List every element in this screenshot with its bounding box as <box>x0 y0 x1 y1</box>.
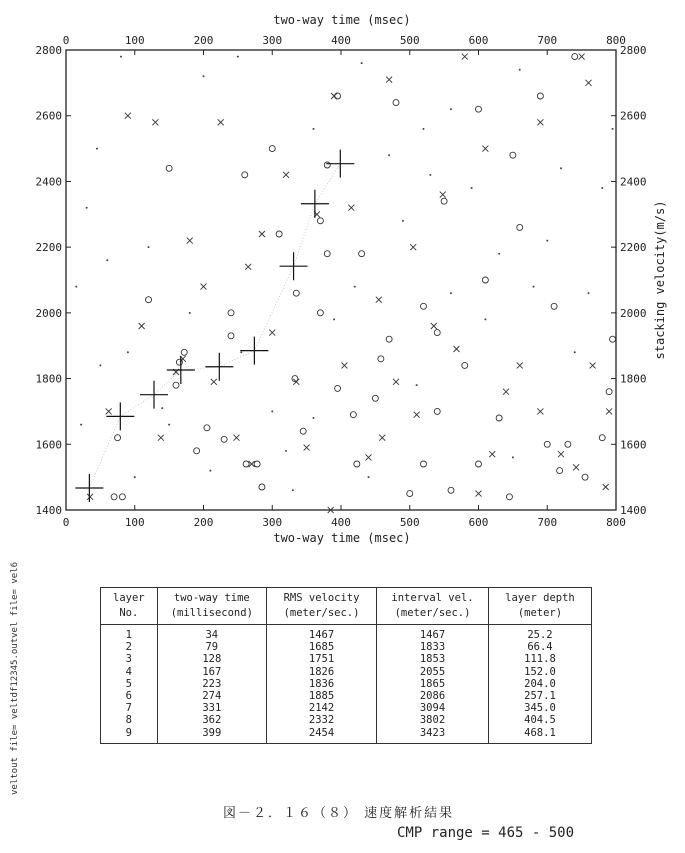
x-marker <box>139 323 145 329</box>
circle-marker <box>599 435 605 441</box>
x-marker <box>573 464 579 470</box>
x-tick-label-top: 400 <box>331 34 351 47</box>
circle-marker <box>254 461 260 467</box>
dot-marker <box>498 253 500 255</box>
x-marker <box>106 408 112 414</box>
dot-marker <box>237 56 239 58</box>
y-tick-label-left: 1400 <box>35 504 62 517</box>
x-tick-label-top: 600 <box>468 34 489 47</box>
velocity-pick-cross <box>140 381 168 409</box>
circle-marker <box>407 491 413 497</box>
x-marker <box>218 119 224 125</box>
x-tick-label-top: 700 <box>537 34 558 47</box>
x-marker <box>366 454 372 460</box>
y-tick-label-left: 2800 <box>35 44 62 57</box>
side-file-label: veltout file= veltdf12345.outvel file= vel6 <box>10 562 20 795</box>
dot-marker <box>292 489 294 491</box>
dot-marker <box>161 407 163 409</box>
circle-marker <box>537 93 543 99</box>
table-cell: 7 <box>101 702 158 714</box>
table-cell: 1833 <box>377 641 489 653</box>
x-tick-label-top: 800 <box>606 34 626 47</box>
dot-marker <box>354 286 356 288</box>
x-tick-label-top: 0 <box>62 34 70 47</box>
plot-frame <box>66 50 616 510</box>
circle-marker <box>476 461 482 467</box>
table-cell: 2086 <box>377 690 489 702</box>
table-cell: 257.1 <box>488 690 591 702</box>
table-cell: 204.0 <box>488 678 591 690</box>
dot-marker <box>546 240 548 242</box>
dot-marker <box>519 69 521 71</box>
circle-marker <box>111 494 117 500</box>
table-cell: 5 <box>101 678 158 690</box>
table-row <box>101 641 592 653</box>
dot-marker <box>86 207 88 209</box>
x-marker <box>454 346 460 352</box>
table-cell: 223 <box>157 678 266 690</box>
x-tick-label-bottom: 100 <box>124 516 145 529</box>
x-marker <box>158 435 164 441</box>
table-cell: 1 <box>101 625 158 642</box>
x-tick-label-bottom: 300 <box>262 516 283 529</box>
dot-marker <box>560 167 562 169</box>
dot-marker <box>96 148 98 150</box>
x-marker <box>393 379 399 385</box>
table-cell: 25.2 <box>488 625 591 642</box>
x-marker <box>87 494 93 500</box>
table-cell: 2 <box>101 641 158 653</box>
circle-marker <box>434 408 440 414</box>
circle-marker <box>448 487 454 493</box>
circle-marker <box>565 441 571 447</box>
y-tick-label-right: 1600 <box>620 438 647 452</box>
table-cell: 2332 <box>266 714 376 726</box>
velocity-pick-cross <box>326 150 354 178</box>
x-marker <box>579 54 585 60</box>
circle-marker <box>434 330 440 336</box>
x-marker <box>304 445 310 451</box>
table-cell: 1885 <box>266 690 376 702</box>
table-cell: 1836 <box>266 678 376 690</box>
x-marker <box>517 362 523 368</box>
x-tick-label-bottom: 200 <box>193 516 214 529</box>
table-row <box>101 653 592 665</box>
circle-marker <box>510 152 516 158</box>
circle-marker <box>572 54 578 60</box>
circle-marker <box>335 93 341 99</box>
circle-marker <box>378 356 384 362</box>
x-marker <box>331 93 337 99</box>
dot-marker <box>512 456 514 458</box>
dot-marker <box>127 351 129 353</box>
y-tick-label-left: 2600 <box>35 109 62 123</box>
header-line-2: (meter/sec.) <box>394 607 471 619</box>
circle-marker <box>228 333 234 339</box>
x-marker <box>187 238 193 244</box>
dot-marker <box>484 318 486 320</box>
circle-marker <box>386 336 392 342</box>
x-marker <box>414 412 420 418</box>
dot-marker <box>612 128 614 130</box>
x-tick-label-bottom: 400 <box>331 516 351 529</box>
dot-marker <box>333 318 335 320</box>
circle-marker <box>517 224 523 230</box>
dot-marker <box>574 351 576 353</box>
y-tick-label-right: 1800 <box>620 372 647 386</box>
velocity-pick-cross <box>240 337 268 365</box>
dot-marker <box>106 259 108 261</box>
circle-marker <box>544 441 550 447</box>
table-cell: 331 <box>157 702 266 714</box>
table-header-cell <box>157 588 266 625</box>
table-cell: 128 <box>157 653 266 665</box>
velocity-pick-cross <box>205 353 233 381</box>
dot-marker <box>450 292 452 294</box>
circle-marker <box>324 162 330 168</box>
x-tick-label-top: 200 <box>193 34 214 47</box>
table-header-cell <box>266 588 376 625</box>
table-cell: 3423 <box>377 727 489 744</box>
figure-caption: 図－２．１６（８） 速度解析結果 <box>223 806 455 821</box>
x-marker <box>410 244 416 250</box>
circle-marker <box>243 461 249 467</box>
dot-marker <box>450 108 452 110</box>
y-tick-label-right: 1400 <box>620 504 647 517</box>
x-marker <box>376 297 382 303</box>
table-cell: 1751 <box>266 653 376 665</box>
table-cell: 6 <box>101 690 158 702</box>
table-cell: 79 <box>157 641 266 653</box>
circle-marker <box>194 448 200 454</box>
table-cell: 9 <box>101 727 158 744</box>
circle-marker <box>221 436 227 442</box>
table-cell: 1826 <box>266 666 376 678</box>
x-marker <box>431 323 437 329</box>
pick-trend-line <box>89 164 340 488</box>
circle-marker <box>557 468 563 474</box>
header-line-2: (meter) <box>517 607 563 619</box>
x-marker <box>558 451 564 457</box>
table-cell: 2454 <box>266 727 376 744</box>
y-tick-label-right: 2200 <box>620 241 647 255</box>
circle-marker <box>317 310 323 316</box>
dot-marker <box>148 246 150 248</box>
table-cell: 274 <box>157 690 266 702</box>
dot-marker <box>203 75 205 77</box>
table-cell: 8 <box>101 714 158 726</box>
x-tick-label-top: 500 <box>399 34 420 47</box>
header-line-1: RMS velocity <box>283 592 360 604</box>
x-marker <box>152 119 158 125</box>
header-line-1: layer depth <box>505 592 575 604</box>
dot-marker <box>134 476 136 478</box>
dot-marker <box>368 476 370 478</box>
circle-marker <box>115 435 121 441</box>
table-row <box>101 625 592 642</box>
dot-marker <box>80 424 82 426</box>
dot-marker <box>533 286 535 288</box>
circle-marker <box>324 251 330 257</box>
table-header-row <box>101 588 592 625</box>
circle-marker <box>335 385 341 391</box>
velocity-pick-cross <box>106 402 134 430</box>
table-cell: 1865 <box>377 678 489 690</box>
y-tick-label-right: 2400 <box>620 175 647 189</box>
circle-marker <box>317 218 323 224</box>
circle-marker <box>269 146 275 152</box>
table-cell: 2142 <box>266 702 376 714</box>
circle-marker <box>293 290 299 296</box>
header-line-1: interval vel. <box>391 592 474 604</box>
x-marker <box>590 362 596 368</box>
circle-marker <box>300 428 306 434</box>
circle-marker <box>393 100 399 106</box>
dot-marker <box>416 384 418 386</box>
x-marker <box>482 146 488 152</box>
velocity-results-table <box>100 587 592 744</box>
circle-marker <box>421 303 427 309</box>
table-cell: 2055 <box>377 666 489 678</box>
circle-marker <box>476 106 482 112</box>
table-cell: 3802 <box>377 714 489 726</box>
x-marker <box>341 362 347 368</box>
table-cell: 3094 <box>377 702 489 714</box>
table-cell: 468.1 <box>488 727 591 744</box>
x-marker <box>201 284 207 290</box>
x-marker <box>234 435 240 441</box>
header-line-2: No. <box>119 607 139 619</box>
dot-marker <box>402 220 404 222</box>
x-marker <box>503 389 509 395</box>
header-line-1: two-way time <box>173 592 250 604</box>
table-cell: 1467 <box>377 625 489 642</box>
circle-marker <box>354 461 360 467</box>
table-cell: 152.0 <box>488 666 591 678</box>
x-marker <box>348 205 354 211</box>
x-marker <box>586 80 592 86</box>
header-line-2: (meter/sec.) <box>283 607 360 619</box>
table-row <box>101 678 592 690</box>
circle-marker <box>166 165 172 171</box>
table-cell: 404.5 <box>488 714 591 726</box>
x-marker <box>440 192 446 198</box>
y-tick-label-left: 2200 <box>35 241 62 255</box>
y-tick-label-right: 2600 <box>620 109 647 123</box>
dot-marker <box>423 128 425 130</box>
cmp-range-label: CMP range = 465 - 500 <box>397 825 575 841</box>
table-header-cell <box>377 588 489 625</box>
y-tick-label-left: 1600 <box>35 438 62 452</box>
velocity-pick-cross <box>75 474 103 502</box>
x-marker <box>537 408 543 414</box>
circle-marker <box>421 461 427 467</box>
header-line-2: (millisecond) <box>170 607 253 619</box>
x-marker <box>462 54 468 60</box>
bottom-axis-title: two-way time (msec) <box>273 531 411 545</box>
x-tick-label-top: 100 <box>124 34 145 47</box>
circle-marker <box>359 251 365 257</box>
table-row <box>101 666 592 678</box>
dot-marker <box>240 351 242 353</box>
dot-marker <box>99 364 101 366</box>
circle-marker <box>551 303 557 309</box>
dot-marker <box>361 62 363 64</box>
x-tick-label-bottom: 600 <box>468 516 489 529</box>
x-marker <box>259 231 265 237</box>
x-marker <box>537 119 543 125</box>
right-axis-title: stacking velocity(m/s) <box>653 200 667 360</box>
table-row <box>101 702 592 714</box>
dot-marker <box>588 292 590 294</box>
dot-marker <box>313 128 315 130</box>
circle-marker <box>506 494 512 500</box>
circle-marker <box>482 277 488 283</box>
table-header-cell <box>488 588 591 625</box>
table-cell: 345.0 <box>488 702 591 714</box>
dot-marker <box>388 154 390 156</box>
circle-marker <box>242 172 248 178</box>
y-tick-label-right: 2800 <box>620 44 647 57</box>
circle-marker <box>462 362 468 368</box>
table-header-cell <box>101 588 158 625</box>
x-marker <box>269 330 275 336</box>
velocity-pick-cross <box>280 252 308 280</box>
dot-marker <box>168 424 170 426</box>
y-tick-label-left: 2000 <box>35 306 62 320</box>
x-marker <box>603 484 609 490</box>
header-line-1: layer <box>113 592 145 604</box>
y-tick-label-left: 1800 <box>35 372 62 386</box>
circle-marker <box>146 297 152 303</box>
x-tick-label-bottom: 700 <box>537 516 558 529</box>
circle-marker <box>259 484 265 490</box>
table-cell: 1467 <box>266 625 376 642</box>
circle-marker <box>372 395 378 401</box>
circle-marker <box>606 389 612 395</box>
table-cell: 399 <box>157 727 266 744</box>
x-marker <box>379 435 385 441</box>
circle-marker <box>441 198 447 204</box>
velocity-pick-cross <box>167 356 195 384</box>
dot-marker <box>313 417 315 419</box>
x-tick-label-bottom: 0 <box>62 516 70 529</box>
dot-marker <box>471 187 473 189</box>
circle-marker <box>181 349 187 355</box>
dot-marker <box>120 56 122 58</box>
circle-marker <box>173 382 179 388</box>
dot-marker <box>429 174 431 176</box>
dot-marker <box>209 470 211 472</box>
circle-marker <box>276 231 282 237</box>
circle-marker <box>496 415 502 421</box>
y-tick-label-left: 2400 <box>35 175 62 189</box>
x-marker <box>476 491 482 497</box>
x-marker <box>283 172 289 178</box>
table-cell: 111.8 <box>488 653 591 665</box>
x-marker <box>125 113 131 119</box>
table-cell: 34 <box>157 625 266 642</box>
dot-marker <box>271 410 273 412</box>
circle-marker <box>228 310 234 316</box>
x-tick-label-bottom: 800 <box>606 516 626 529</box>
table-row <box>101 690 592 702</box>
table-cell: 4 <box>101 666 158 678</box>
dot-marker <box>75 286 77 288</box>
circle-marker <box>610 336 616 342</box>
x-marker <box>386 77 392 83</box>
dot-marker <box>601 187 603 189</box>
table-cell: 3 <box>101 653 158 665</box>
table-cell: 167 <box>157 666 266 678</box>
circle-marker <box>119 494 125 500</box>
table-cell: 1853 <box>377 653 489 665</box>
table-row <box>101 714 592 726</box>
x-marker <box>211 379 217 385</box>
velocity-pick-cross <box>301 190 329 218</box>
circle-marker <box>582 474 588 480</box>
circle-marker <box>350 412 356 418</box>
x-tick-label-top: 300 <box>262 34 283 47</box>
x-marker <box>245 264 251 270</box>
dot-marker <box>189 312 191 314</box>
x-tick-label-bottom: 500 <box>399 516 420 529</box>
dot-marker <box>285 450 287 452</box>
table-row <box>101 727 592 744</box>
table-cell: 362 <box>157 714 266 726</box>
table-cell: 66.4 <box>488 641 591 653</box>
x-marker <box>489 451 495 457</box>
top-axis-title: two-way time (msec) <box>273 13 411 27</box>
circle-marker <box>204 425 210 431</box>
y-tick-label-right: 2000 <box>620 306 647 320</box>
x-marker <box>606 408 612 414</box>
table-cell: 1685 <box>266 641 376 653</box>
